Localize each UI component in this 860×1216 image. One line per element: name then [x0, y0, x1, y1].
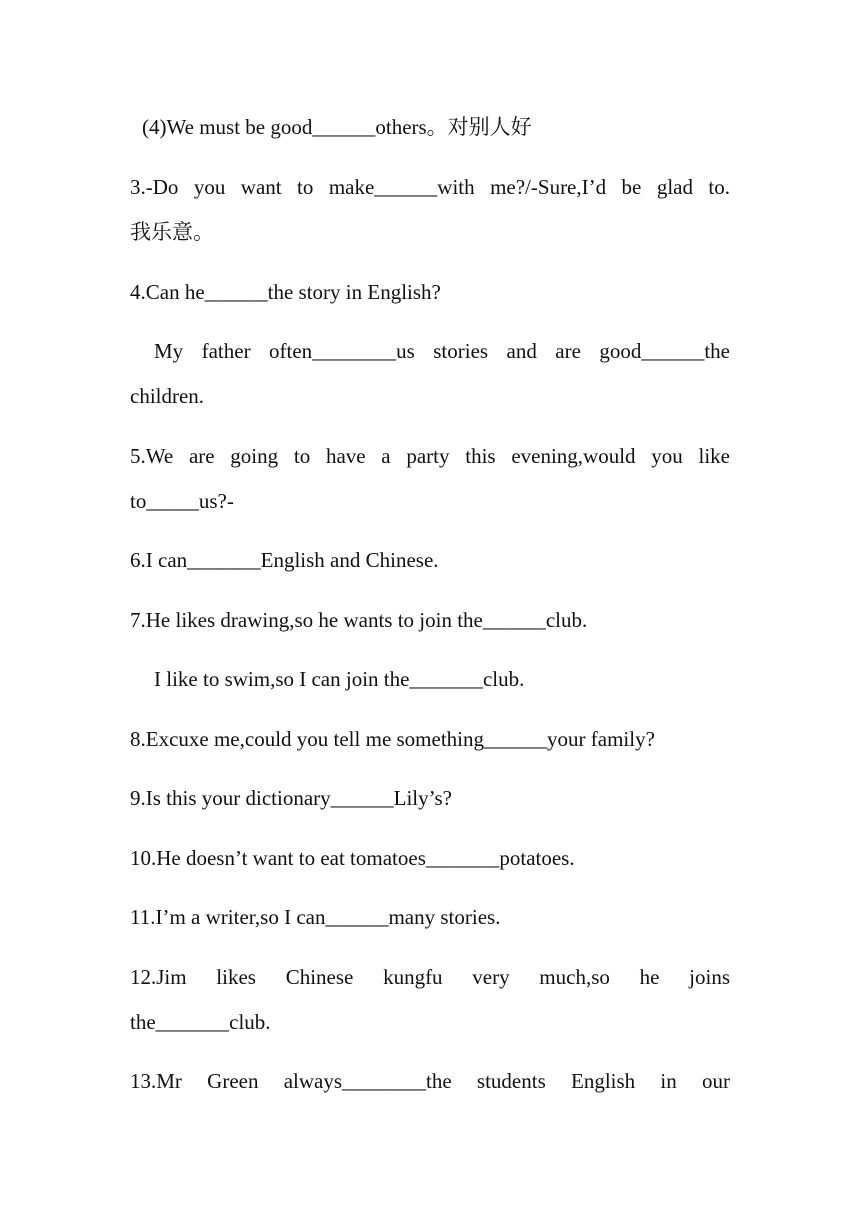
- item-4-line-1: 4.Can he______the story in English?: [130, 280, 441, 304]
- item-12-line-1: 12.Jim likes Chinese kungfu very much,so he joins: [130, 965, 730, 989]
- item-7-line-2: I like to swim,so I can join the_______club.: [154, 667, 525, 691]
- document-page: [130, 0, 730, 1216]
- item-10: 10.He doesn’t want to eat tomatoes_______potatoes.: [130, 846, 575, 870]
- item-3-line-2: 我乐意。: [130, 220, 214, 244]
- item-6: 6.I can_______English and Chinese.: [130, 548, 439, 572]
- item-3-line-1: 3.-Do you want to make______with me?/-Sure,I’d be glad to.: [130, 175, 730, 199]
- item-8: 8.Excuxe me,could you tell me something______your family?: [130, 727, 655, 751]
- item-7-line-1: 7.He likes drawing,so he wants to join the______club.: [130, 608, 588, 632]
- item-4-line-2: My father often________us stories and are good______the: [154, 339, 730, 363]
- item-5-line-2: to_____us?-: [130, 489, 234, 513]
- item-4-line-3: children.: [130, 384, 205, 408]
- item-4-sub-4: (4)We must be good______others。对别人好: [142, 115, 532, 139]
- item-12-line-2: the_______club.: [130, 1010, 271, 1034]
- item-5-line-1: 5.We are going to have a party this evening,would you like: [130, 444, 730, 468]
- item-13-line-1: 13.Mr Green always________the students English in our: [130, 1069, 730, 1093]
- item-9: 9.Is this your dictionary______Lily’s?: [130, 786, 452, 810]
- item-11: 11.I’m a writer,so I can______many stories.: [130, 905, 501, 929]
